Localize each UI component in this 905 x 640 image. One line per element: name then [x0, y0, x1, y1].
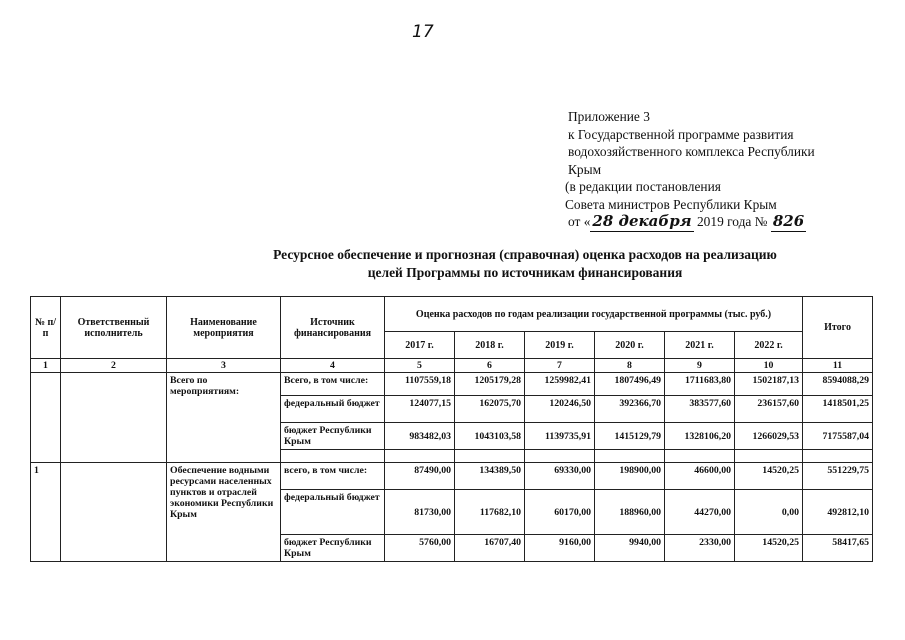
column-number: 4: [281, 359, 385, 373]
cell-value: 983482,03: [385, 423, 455, 450]
handwritten-date: 28 декабря: [592, 212, 692, 230]
cell-value: 69330,00: [525, 463, 595, 490]
header-year: 2021 г.: [665, 332, 735, 359]
column-number: 11: [803, 359, 873, 373]
column-number: 9: [665, 359, 735, 373]
cell-value: 14520,25: [735, 463, 803, 490]
document-title: [225, 246, 825, 282]
appendix-line: к Государственной программе развития: [568, 126, 794, 142]
header-total: Итого: [803, 297, 873, 359]
cell-value: 120246,50: [525, 396, 595, 423]
header-year: 2020 г.: [595, 332, 665, 359]
handwritten-number: 826: [772, 212, 805, 230]
header-event: Наименование мероприятия: [167, 297, 281, 359]
cell-value: 9160,00: [525, 535, 595, 562]
table-row: [31, 373, 873, 396]
row-source: Всего, в том числе:: [281, 373, 385, 396]
column-number: 6: [455, 359, 525, 373]
header-year: 2019 г.: [525, 332, 595, 359]
date-suffix: 2019 года №: [696, 214, 768, 229]
cell-value-total: 551229,75: [803, 463, 873, 490]
column-number: 1: [31, 359, 61, 373]
cell-value: 9940,00: [595, 535, 665, 562]
cell-value: 1139735,91: [525, 423, 595, 450]
cell-value: 44270,00: [665, 490, 735, 535]
cell-value: 198900,00: [595, 463, 665, 490]
funding-table: [30, 296, 873, 562]
cell-value: 5760,00: [385, 535, 455, 562]
column-number: 3: [167, 359, 281, 373]
appendix-line: Совета министров Республики Крым: [565, 196, 777, 212]
row-source: бюджет Республики Крым: [281, 423, 385, 450]
header-executor: Ответственный исполнитель: [61, 297, 167, 359]
appendix-line: Крым: [568, 161, 602, 177]
cell-value: 1807496,49: [595, 373, 665, 396]
row-source: всего, в том числе:: [281, 463, 385, 490]
row-source: федеральный бюджет: [281, 396, 385, 423]
cell-value-total: 1418501,25: [803, 396, 873, 423]
cell-value: 1328106,20: [665, 423, 735, 450]
cell-value: 16707,40: [455, 535, 525, 562]
column-number: 2: [61, 359, 167, 373]
cell-value-total: 58417,65: [803, 535, 873, 562]
row-event: Всего по мероприятиям:: [167, 373, 281, 463]
header-source: Источник финансирования: [281, 297, 385, 359]
cell-value: 46600,00: [665, 463, 735, 490]
cell-value: 1205179,28: [455, 373, 525, 396]
cell-value: 392366,70: [595, 396, 665, 423]
cell-value: 60170,00: [525, 490, 595, 535]
header-year: 2018 г.: [455, 332, 525, 359]
cell-value: 1266029,53: [735, 423, 803, 450]
row-executor: [61, 373, 167, 463]
cell-value: 162075,70: [455, 396, 525, 423]
cell-value: 188960,00: [595, 490, 665, 535]
cell-value: 1415129,79: [595, 423, 665, 450]
row-event: Обеспечение водными ресурсами населенных пунктов и отраслей экономики Республики Крым: [167, 463, 281, 562]
row-num: 1: [31, 463, 61, 562]
column-number-row: [31, 359, 873, 373]
cell-value: 0,00: [735, 490, 803, 535]
cell-value: 87490,00: [385, 463, 455, 490]
appendix-line: Приложение 3: [568, 109, 650, 124]
header-year: 2022 г.: [735, 332, 803, 359]
appendix-header: [565, 108, 868, 232]
cell-value: 134389,50: [455, 463, 525, 490]
cell-value-total: 492812,10: [803, 490, 873, 535]
column-number: 10: [735, 359, 803, 373]
cell-value: 117682,10: [455, 490, 525, 535]
cell-value: 14520,25: [735, 535, 803, 562]
cell-value-total: 8594088,29: [803, 373, 873, 396]
column-number: 8: [595, 359, 665, 373]
page-number: 17: [412, 22, 434, 42]
cell-value: 383577,60: [665, 396, 735, 423]
table-header-row: [31, 297, 873, 332]
appendix-date-line: [568, 213, 868, 232]
cell-value: 1107559,18: [385, 373, 455, 396]
cell-value: 1502187,13: [735, 373, 803, 396]
cell-value: 1043103,58: [455, 423, 525, 450]
cell-value: 1259982,41: [525, 373, 595, 396]
appendix-line: (в редакции постановления: [565, 179, 721, 194]
title-line: Ресурсное обеспечение и прогнозная (справочная) оценка расходов на реализацию: [273, 247, 777, 262]
cell-value: 2330,00: [665, 535, 735, 562]
column-number: 7: [525, 359, 595, 373]
date-prefix: от «: [568, 214, 591, 229]
cell-value: 236157,60: [735, 396, 803, 423]
header-year: 2017 г.: [385, 332, 455, 359]
row-source: федеральный бюджет: [281, 490, 385, 535]
row-executor: [61, 463, 167, 562]
appendix-line: водохозяйственного комплекса Республики: [568, 144, 815, 159]
table-row: [31, 463, 873, 490]
cell-value: 81730,00: [385, 490, 455, 535]
cell-value: 124077,15: [385, 396, 455, 423]
column-number: 5: [385, 359, 455, 373]
row-num: [31, 373, 61, 463]
header-num: № п/п: [31, 297, 61, 359]
row-source: бюджет Республики Крым: [281, 535, 385, 562]
title-line: целей Программы по источникам финансирования: [367, 265, 683, 280]
cell-value: 1711683,80: [665, 373, 735, 396]
header-estimate: Оценка расходов по годам реализации государственной программы (тыс. руб.): [385, 297, 803, 332]
cell-value-total: 7175587,04: [803, 423, 873, 450]
